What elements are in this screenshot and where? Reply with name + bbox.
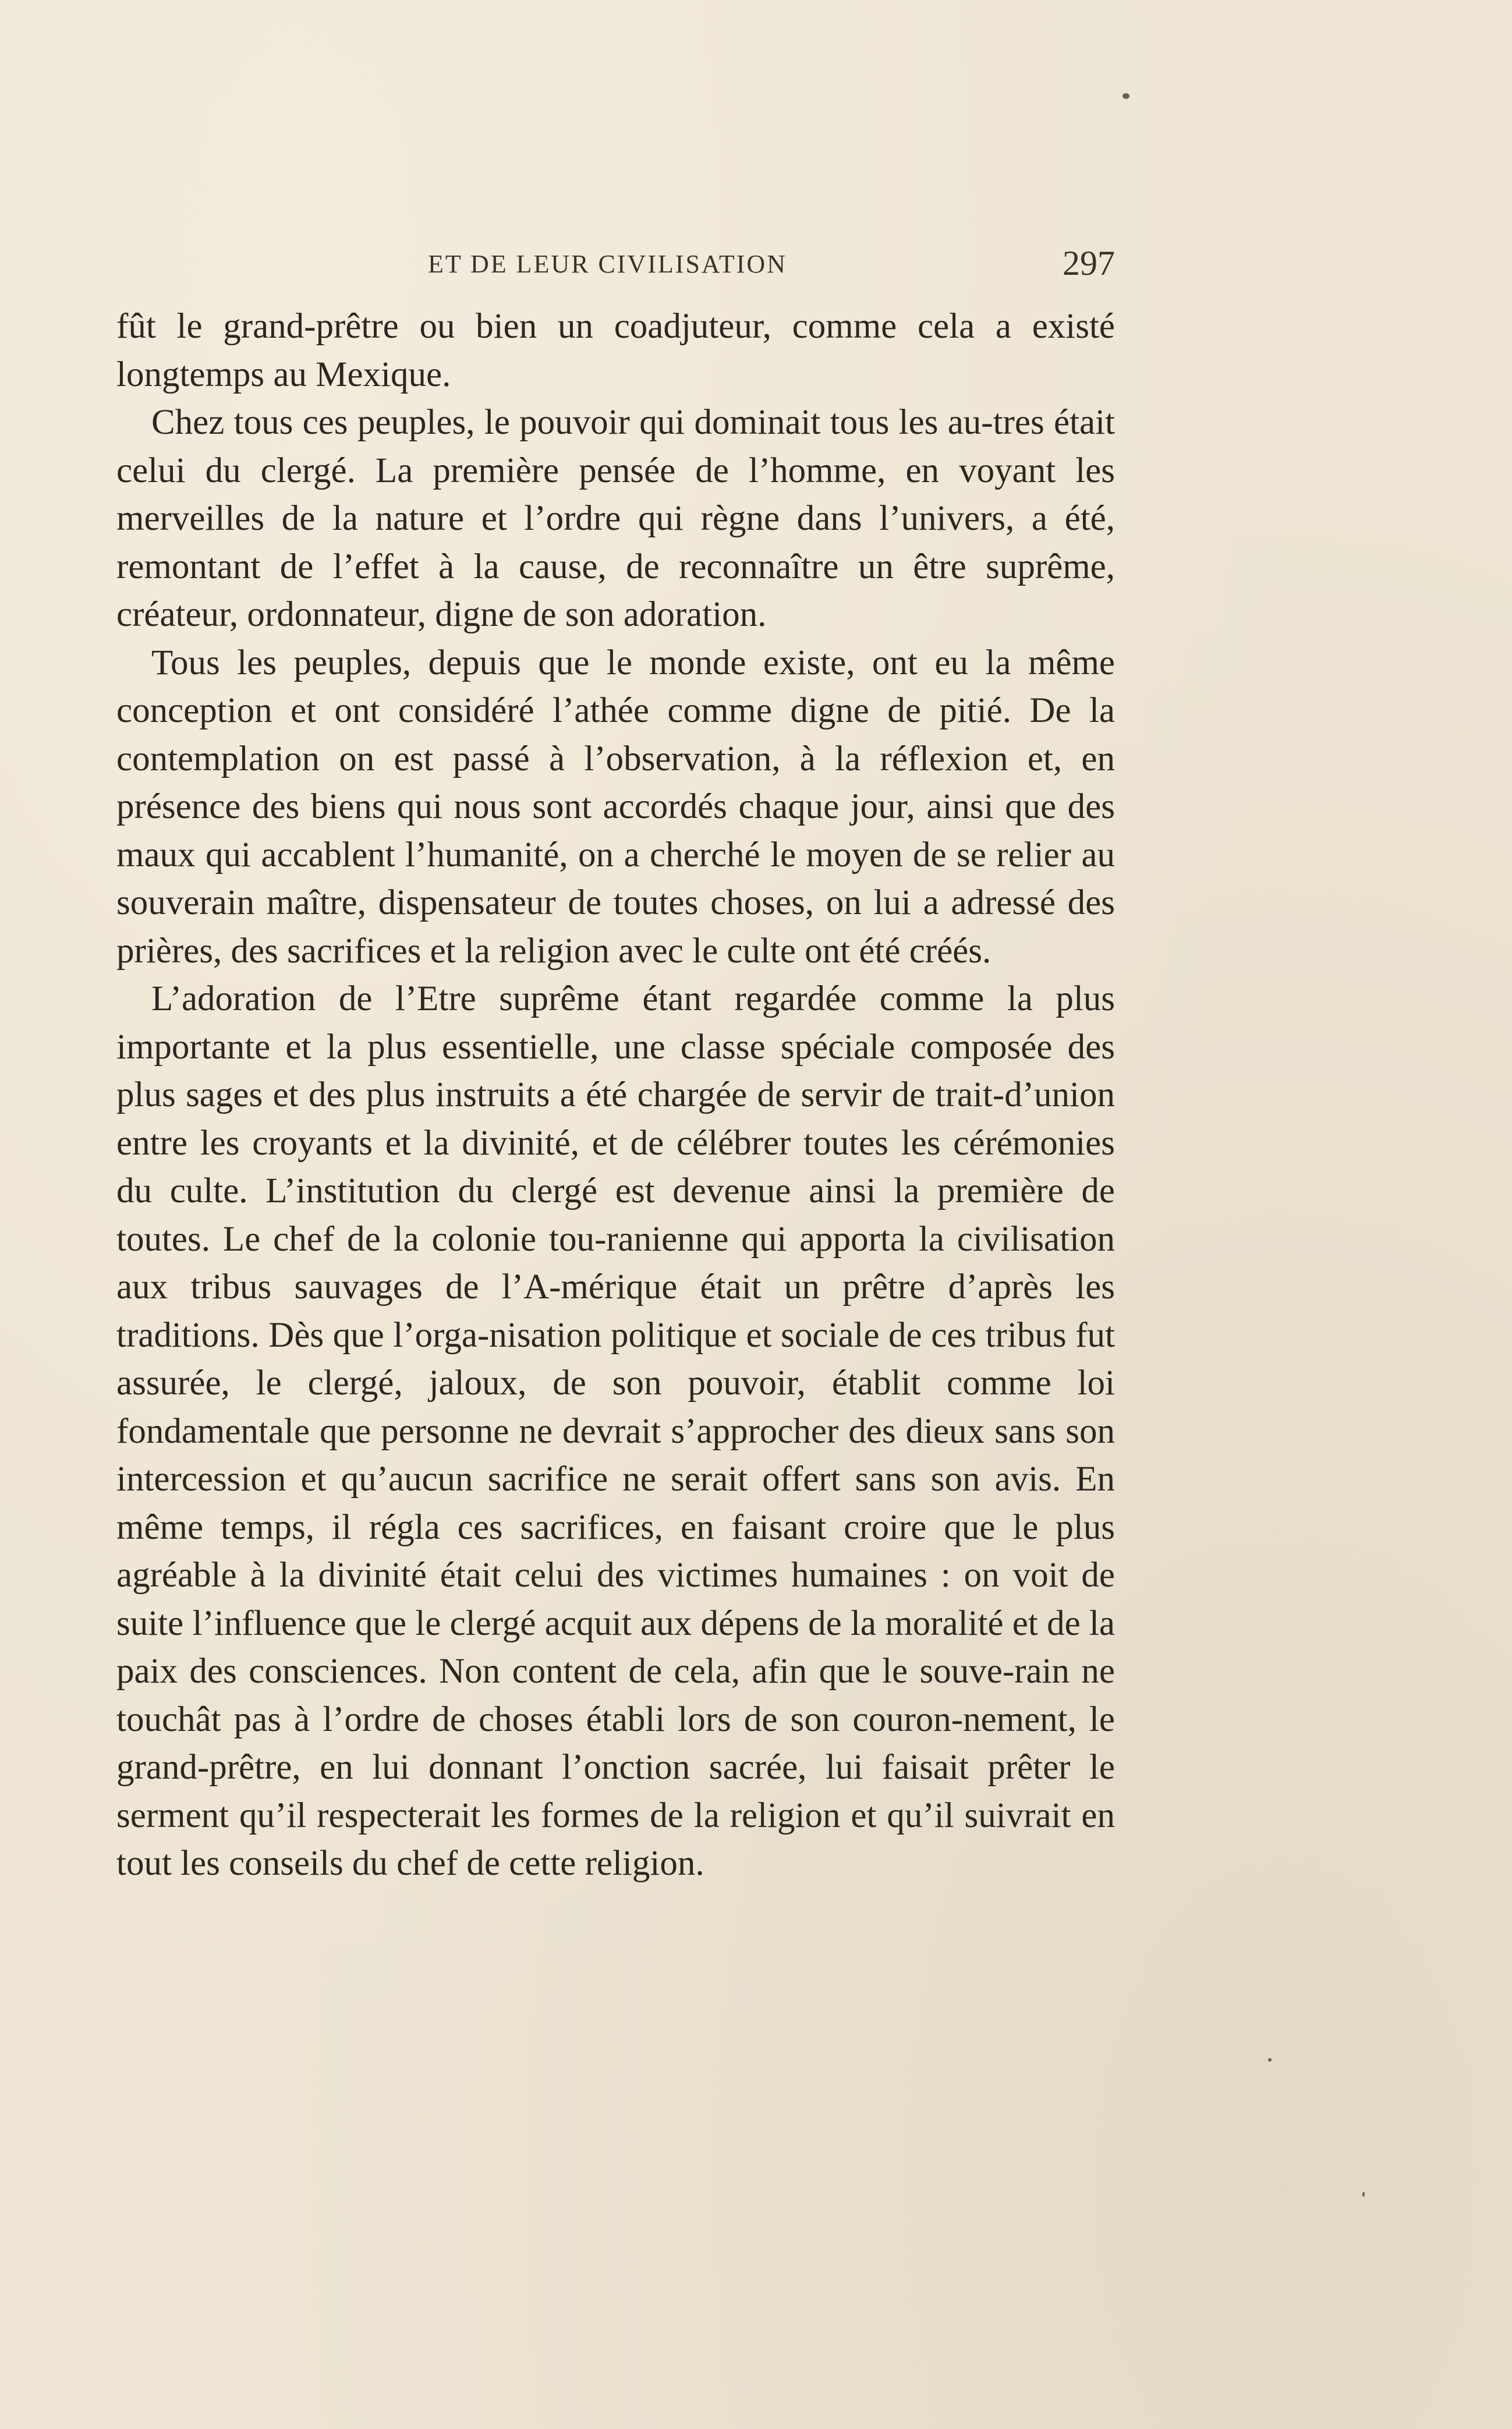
running-title: ET DE LEUR CIVILISATION <box>428 250 787 278</box>
paper-speck <box>1362 2192 1365 2197</box>
running-head <box>116 243 1115 284</box>
paragraph-continued: fût le grand-prêtre ou bien un coadjuteur, comme cela a existé longtemps au Mexique. <box>116 307 1115 394</box>
body-text <box>116 303 1115 1888</box>
paragraph: Chez tous ces peuples, le pouvoir qui dominait tous les au-tres était celui du clergé. La première pensée de l’homme, en voyant les merveilles de la nature et l’ordre qui règne dans l’univers, a été, remontant de l’effet à la cause, de reconnaître un être suprême, créateur, ordonnateur, digne de son adoration. <box>116 403 1115 634</box>
paper-speck <box>1123 93 1129 99</box>
paragraph: Tous les peuples, depuis que le monde existe, ont eu la même conception et ont considéré l’athée comme digne de pitié. De la contemplation on est passé à l’observation, à la réflexion et, en présence des biens qui nous sont accordés chaque jour, ainsi que des maux qui accablent l’humanité, on a cherché le moyen de se relier au souverain maître, dispensateur de toutes choses, on lui a adressé des prières, des sacrifices et la religion avec le culte ont été créés. <box>116 643 1115 971</box>
paper-speck <box>1268 2058 1272 2062</box>
page-number: 297 <box>1063 244 1115 282</box>
paragraph: L’adoration de l’Etre suprême étant regardée comme la plus importante et la plus essentielle, une classe spéciale composée des plus sages et des plus instruits a été chargée de servir de trait-d’union entre les croyants et la divinité, et de célébrer toutes les cérémonies du culte. L’institution du clergé est devenue ainsi la première de toutes. Le chef de la colonie tou-ranienne qui apporta la civilisation aux tribus sauvages de l’A-mérique était un prêtre d’après les traditions. Dès que l’orga-nisation politique et sociale de ces tribus fut assurée, le clergé, jaloux, de son pouvoir, établit comme loi fondamentale que personne ne devrait s’approcher des dieux sans son intercession et qu’aucun sacrifice ne serait offert sans son avis. En même temps, il régla ces sacrifices, en faisant croire que le plus agréable à la divinité était celui des victimes humaines : on voit de suite l’influence que le clergé acquit aux dépens de la moralité et de la paix des consciences. Non content de cela, afin que le souve-rain ne touchât pas à l’ordre de choses établi lors de son couron-nement, le grand-prêtre, en lui donnant l’onction sacrée, lui faisait prêter le serment qu’il respecterait les formes de la religion et qu’il suivrait en tout les conseils du chef de cette religion. <box>116 979 1115 1883</box>
